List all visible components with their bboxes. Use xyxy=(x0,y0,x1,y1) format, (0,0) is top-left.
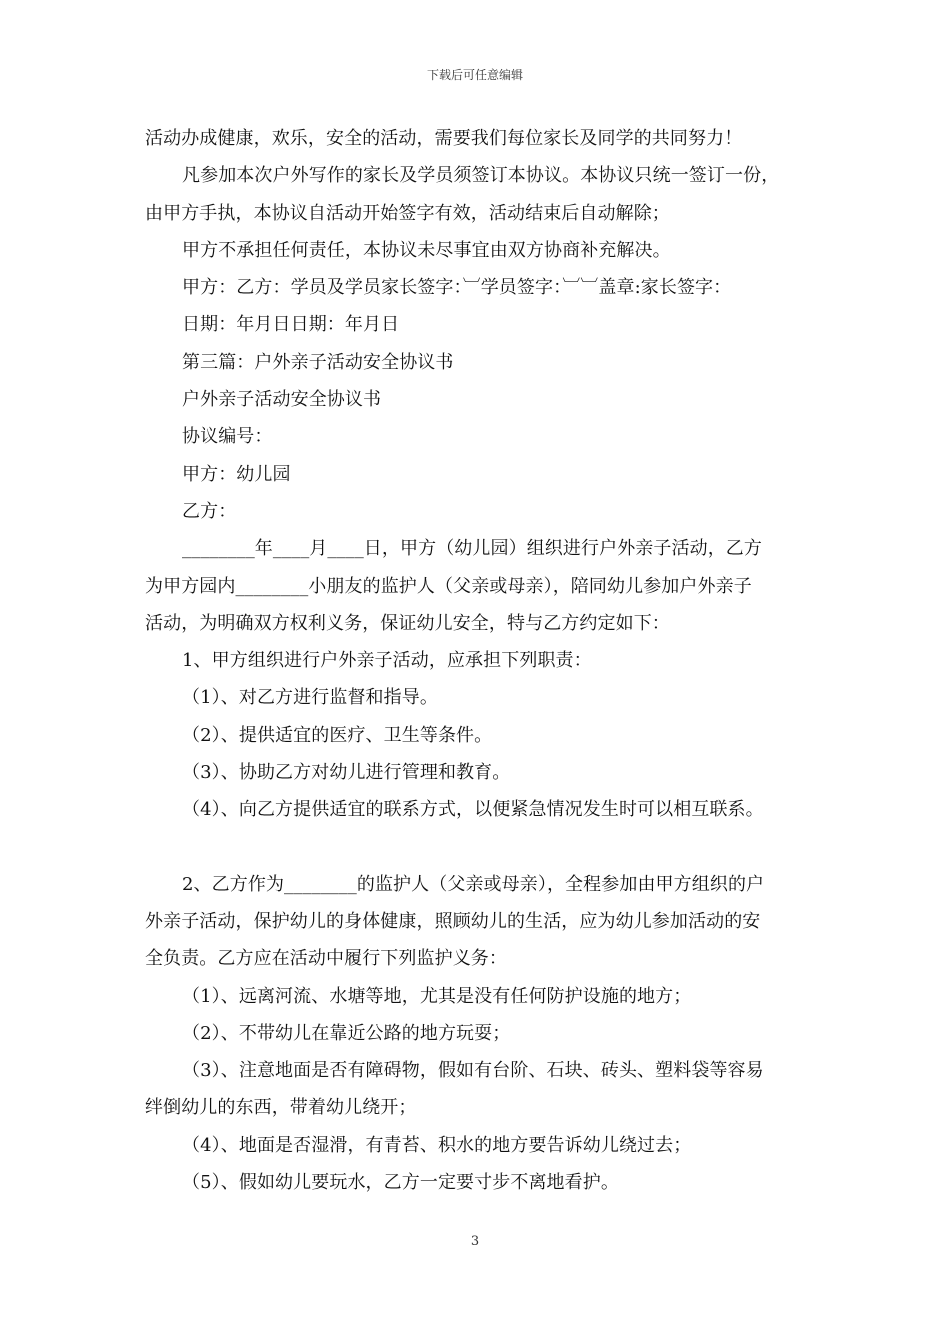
section-title: 第三篇：户外亲子活动安全协议书 xyxy=(182,351,454,373)
party-a: 甲方：幼儿园 xyxy=(182,463,291,485)
clause-item: （3）、注意地面是否有障碍物，假如有台阶、石块、砖头、塑料袋等容易 xyxy=(182,1060,764,1082)
clause-item: （1）、远离河流、水塘等地，尤其是没有任何防护设施的地方； xyxy=(182,985,692,1007)
agreement-number: 协议编号： xyxy=(182,426,273,448)
clause-heading: 2、乙方作为________的监护人（父亲或母亲），全程参加由甲方组织的户 xyxy=(182,873,765,895)
clause-item: （3）、协助乙方对幼儿进行管理和教育。 xyxy=(182,762,511,784)
paragraph-line: 甲方不承担任何责任，本协议未尽事宜由双方协商补充解决。 xyxy=(182,239,671,261)
paragraph-line: 活动，为明确双方权利义务，保证幼儿安全，特与乙方约定如下： xyxy=(145,612,670,634)
paragraph-line: ________年____月____日，甲方（幼儿园）组织进行户外亲子活动，乙方 xyxy=(182,538,762,560)
clause-item: （4）、向乙方提供适宜的联系方式，以便紧急情况发生时可以相互联系。 xyxy=(182,799,764,821)
paragraph-line: 活动办成健康，欢乐，安全的活动，需要我们每位家长及同学的共同努力！ xyxy=(145,128,743,149)
clause-item: （2）、不带幼儿在靠近公路的地方玩耍； xyxy=(182,1022,511,1044)
paragraph-line: 全负责。乙方应在活动中履行下列监护义务： xyxy=(145,948,507,970)
blank-line xyxy=(145,829,820,866)
paragraph-line: 为甲方园内________小朋友的监护人（父亲或母亲），陪同幼儿参加户外亲子 xyxy=(145,575,752,597)
date-line: 日期：年月日日期：年月日 xyxy=(182,314,400,336)
clause-item: （2）、提供适宜的医疗、卫生等条件。 xyxy=(182,724,493,746)
paragraph-line: 外亲子活动，保护幼儿的身体健康，照顾幼儿的生活，应为幼儿参加活动的安 xyxy=(145,910,761,932)
clause-item: （1）、对乙方进行监督和指导。 xyxy=(182,687,438,709)
party-b: 乙方： xyxy=(182,500,237,522)
clause-heading: 1、甲方组织进行户外亲子活动，应承担下列职责： xyxy=(182,650,592,672)
clause-item: （4）、地面是否湿滑，有青苔、积水的地方要告诉幼儿绕过去； xyxy=(182,1134,692,1156)
paragraph-line: 绊倒幼儿的东西，带着幼儿绕开； xyxy=(145,1097,417,1119)
document-body xyxy=(145,120,820,1201)
paragraph-line: 由甲方手执，本协议自活动开始签字有效，活动结束后自动解除； xyxy=(145,202,670,224)
agreement-title: 户外亲子活动安全协议书 xyxy=(182,389,382,411)
paragraph-line: 凡参加本次户外写作的家长及学员须签订本协议。本协议只统一签订一份， xyxy=(182,165,780,187)
page-header: 下载后可任意编辑 xyxy=(426,68,523,82)
signature-line: 甲方：乙方：学员及学员家长签字：︺学员签字：︺︺盖章:家长签字： xyxy=(182,277,732,299)
page-number: 3 xyxy=(470,1234,480,1249)
clause-item: （5）、假如幼儿要玩水，乙方一定要寸步不离地看护。 xyxy=(182,1172,619,1194)
